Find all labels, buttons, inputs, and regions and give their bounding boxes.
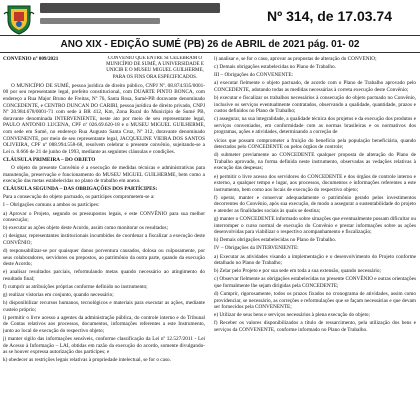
clause-one-title: CLÁUSULA PRIMEIRA – DO OBJETO — [3, 156, 96, 163]
obligation-item: e) analisar resultados parciais, reformulando metas quando necessário ao atingimento do resultado final; — [3, 269, 205, 282]
obligation-item: e) permitir o livre acesso dos servidores do CONCEDENTE e dos órgãos de controle interno e externo, a qualquer tempo e lugar, aos processos, documentos e informações referentes a este instrumento, bem como aos locais de execução do respectivo objeto; — [214, 173, 416, 193]
clause-one-text: O objeto do presente Convênio é a execução de medidas técnicas e administrativas para manutenção, preservação e funcionamento do MUSEU MIGUEL GUILHERME, bem como a execução das metas estabelecidas no plano de trabalho em anexo. — [3, 164, 205, 185]
obligation-item: a) Executar as atividades visando a implementação e o desenvolvimento do Projeto conforme detalhado no Plano de Trabalho; — [214, 253, 416, 267]
clause-two-title: CLÁUSULA SEGUNDA – DAS OBRIGAÇÕES DOS PARTÍCIPES: — [3, 186, 158, 193]
obligation-item: h) disponibilizar recursos humanos, tecnológicos e materiais para executar as ações, mediante custeio próprio; — [3, 300, 205, 313]
convenio-summary: CONVÊNIO QUE ENTRE SI CELEBRAM O MUNICÍPIO DE SUMÉ, A UNIVERSIDADE E UNICIR E O MUSEU MIGUEL GUILHERME, PARA OS FINS ORA ESPECIFICADOS. — [106, 56, 204, 80]
obligation-item: a) Aprovar o Projeto, segundo os pressupostos legais, e este CONVÊNIO para sua melhor consecução; — [3, 210, 205, 224]
obligation-item: b) executar e fiscalizar os trabalhos necessários à consecução do objeto pactuado no Convênio, inclusive os serviços eventualmente contratados, observando a qualidade, quantidade, prazos e custos definidos no Plano de Trabalho; — [214, 94, 416, 115]
obligation-item: f) operar, manter e conservar adequadamente o patrimônio gerado pelos investimentos decorrentes do Convênio, após sua execução, de modo a assegurar a sustentabilidade do projeto e atender as finalidades sociais às quais se destina; — [214, 194, 416, 214]
obligation-item: f) Receber os valores disponibilizados a título de ressarcimento, pela utilização dos bens e serviços da CONVENENTE, conforme informado no Plano de Trabalho. — [214, 320, 416, 333]
obligation-item: d) responsabilizar-se por quaisquer danos porventura causados, dolosa ou culposamente, por seus colaboradores, servidores ou prepostos, ao patrimônio da outra parte, quando da execução deste Acordo; — [3, 247, 205, 268]
obligation-item: f) cumprir as atribuições próprias conforme definido no instrumento; — [3, 283, 148, 290]
obligation-item: c) designar, representantes institucionais incumbidos de coordenar a fiscalizar a execução deste CONVÊNIO; — [3, 233, 205, 246]
convenente-obligations-title: III – Obrigações do CONVENENTE: — [214, 72, 294, 79]
edition-rule — [0, 52, 420, 53]
left-column — [3, 56, 205, 420]
obligation-item: h) Demais obrigações estabelecidas no Plano de Trabalho. — [214, 237, 337, 244]
obligation-item: d) submeter previamente ao CONCEDENTE qualquer proposta de alteração do Plano de Trabalho aprovado, na forma definida neste instrumento, observadas as vedações relativas à execução das despesas; — [214, 152, 416, 172]
obligation-item: b) Zelar pelo Projeto e por sua sede em toda a sua extensão, quando necessário; — [214, 268, 381, 275]
obligation-item: c) Demais obrigações estabelecidas no Plano de Trabalho. — [214, 64, 336, 71]
obligation-item: vícios que possam comprometer a fruição do benefício pela população beneficiária, quando detectados pelo CONCEDENTE ou pelos órgãos de controle; — [214, 137, 416, 151]
common-obligations-title: I – Obrigações comuns a ambos os partícipes: — [3, 202, 100, 209]
obligation-item: a) executar fielmente o objeto pactuado, de acordo com o Plano de Trabalho aprovado pelo CONCEDENTE, adotando todas as medidas necessárias à correta execução deste Convênio; — [214, 80, 416, 93]
issue-number: Nº 314, de 17.03.74 — [267, 8, 392, 24]
obligation-item: b) executar as ações objeto deste Acordo, assim como monitorar os resultados; — [3, 225, 169, 232]
obligation-item: c) assegurar, na sua integralidade, a qualidade técnica dos projetos e da execução dos produtos e serviços conveniados, em conformidade com as normas brasileiras e os normativos dos programas, ações e atividades, determinando a correção de — [214, 116, 416, 136]
clause-two-intro: Para a consecução do objeto pactuado, os partícipes comprometem-se a: — [3, 194, 155, 201]
obligation-item: g) realizar vistorias em conjunto, quando necessário; — [3, 292, 114, 299]
obligation-item: c) Observar fielmente as obrigações estabelecidas no presente CONVÊNIO e outras orientações que formalmente lhe sejam dirigidas pela CONCEDENTE; — [214, 276, 416, 289]
masthead — [0, 0, 420, 37]
obligation-item: l) analisar e, se for o caso, aprovar as propostas de alteração do CONVÊNIO; — [214, 56, 377, 62]
preamble-paragraph: O MUNICÍPIO DE SUMÉ, pessoa jurídica de direito público, CNPJ Nº. 08.874.935/0001-00 por seu representante legal, prefeito constitucional, com DUARTE PINTO BONCA, com endereço a Rua Major Bruno de Freitas, Nº 76, Santa Rosa, Sumé-PB doravante denominado CONCEDENTE, e CENTRO DUNCAN DO CARIRI, pessoa jurídica de direito privado, CNPJ Nº 20.984.678/0001-71 com sede à BR 412, Km, Zona Rural do Município de Sumé PB, doravante denominada INTERVENIENTE, neste ato por meio de seu representante legal, PAULO ANTONIO LUCENA, CPF nº 026.69.620-18 e o MUSEU MIGUEL GUILHERME, com sede em Sumé, no endereço Rua Augusto Santa Cruz, Nº 312, doravante denominado CONVENENTE, por meio de seu representante legal, JACQUELINE VIEIRA DOS SANTOS OLIVEIRA, CPF nº 088.994.558-68, resolvem celebrar o presente convênio, sujeitando-se a Lei n. 8.666 de 21 de junho de 1993, mediante as seguintes cláusulas e condições. — [3, 82, 205, 155]
interveniente-obligations-title: IV – Obrigações da INTERVENIENTE: — [214, 245, 299, 252]
convenio-number: CONVÊNIO nº 009/2021 — [3, 56, 59, 62]
obligation-item: d) Cumprir, rigorosamente, todos os prazos fixados no cronograma de atividades, assim como providenciar, se necessário, as correções e reformulações que se façam necessárias e que devam ser fornecidos pela CONVENENTE; — [214, 291, 416, 311]
municipal-crest-icon — [2, 2, 36, 36]
right-column — [214, 56, 416, 420]
obligation-item: i) permitir o livre acesso a agentes da administração pública, do controle interno e do Tribunal de Contas relativos aos processos, documentos, informações referentes a este Instrumento, junto ao local de execução do respectivo objeto; — [3, 314, 205, 334]
obligation-item: j) manter sigilo das informações sensíveis, conforme classificação da Lei nº 12.527/2011 - Lei de Acesso à Informação – LAI, obtidas em razão da execução do acordo, somente divulgando-as se houver expressa autorização dos partícipes; e — [3, 336, 205, 356]
convenio-header — [3, 56, 205, 81]
gazette-title-graphic — [40, 3, 250, 33]
obligation-item: g) manter o CONCEDENTE informado sobre situações que eventualmente possam dificultar ou interromper o curso normal de execução do Convênio e prestar informações sobre as ações desenvolvidas para viabilizar o respectivo acompanhamento e fiscalização; — [214, 216, 416, 236]
obligation-item: k) obedecer as restrições legais relativas à propriedade intelectual, se for o caso. — [3, 357, 171, 364]
obligation-item: e) Utilizar de seus bens e serviços necessários à plena execução do objeto; — [214, 312, 370, 319]
top-rule — [0, 35, 420, 36]
edition-line: ANO XIX - EDIÇÃO SUMÉ (PB) 26 de ABRIL de 2021 pág. 01- 02 — [60, 39, 360, 50]
